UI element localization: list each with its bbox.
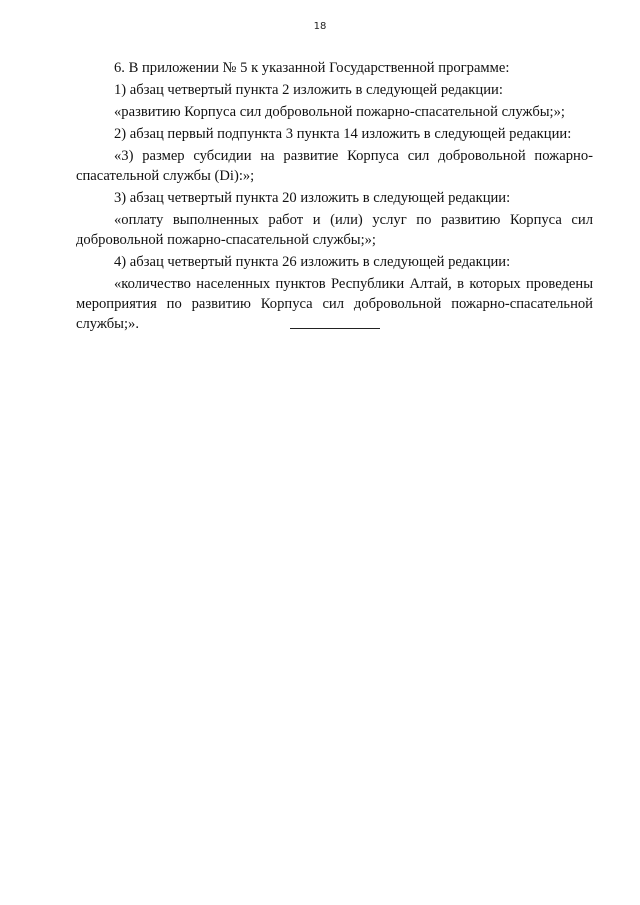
document-body (76, 58, 593, 336)
paragraph-item-3: 3) абзац четвертый пункта 20 изложить в следующей редакции: (114, 190, 511, 206)
paragraph-item-3-text: «оплату выполненных работ и (или) услуг по развитию Корпуса сил добровольной пожарно-спасательной службы;»; (76, 212, 593, 248)
paragraph-amendment-intro: 6. В приложении № 5 к указанной Государственной программе: (114, 60, 510, 76)
paragraph-item-2-text: «3) размер субсидии на развитие Корпуса сил добровольной пожарно-спасательной службы (Di):»; (76, 148, 593, 184)
closing-rule (290, 328, 380, 329)
paragraph-item-4-text: «количество населенных пунктов Республики Алтай, в которых проведены мероприятия по развитию Корпуса сил добровольной пожарно-спасательной службы;». (76, 276, 593, 332)
paragraph-item-1-text: «развитию Корпуса сил добровольной пожарно-спасательной службы;»; (114, 104, 565, 120)
paragraph-item-2: 2) абзац первый подпункта 3 пункта 14 изложить в следующей редакции: (114, 126, 572, 142)
paragraph-item-4: 4) абзац четвертый пункта 26 изложить в следующей редакции: (114, 254, 511, 270)
page-number: 18 (313, 21, 327, 32)
paragraph-item-1: 1) абзац четвертый пункта 2 изложить в следующей редакции: (114, 82, 503, 98)
